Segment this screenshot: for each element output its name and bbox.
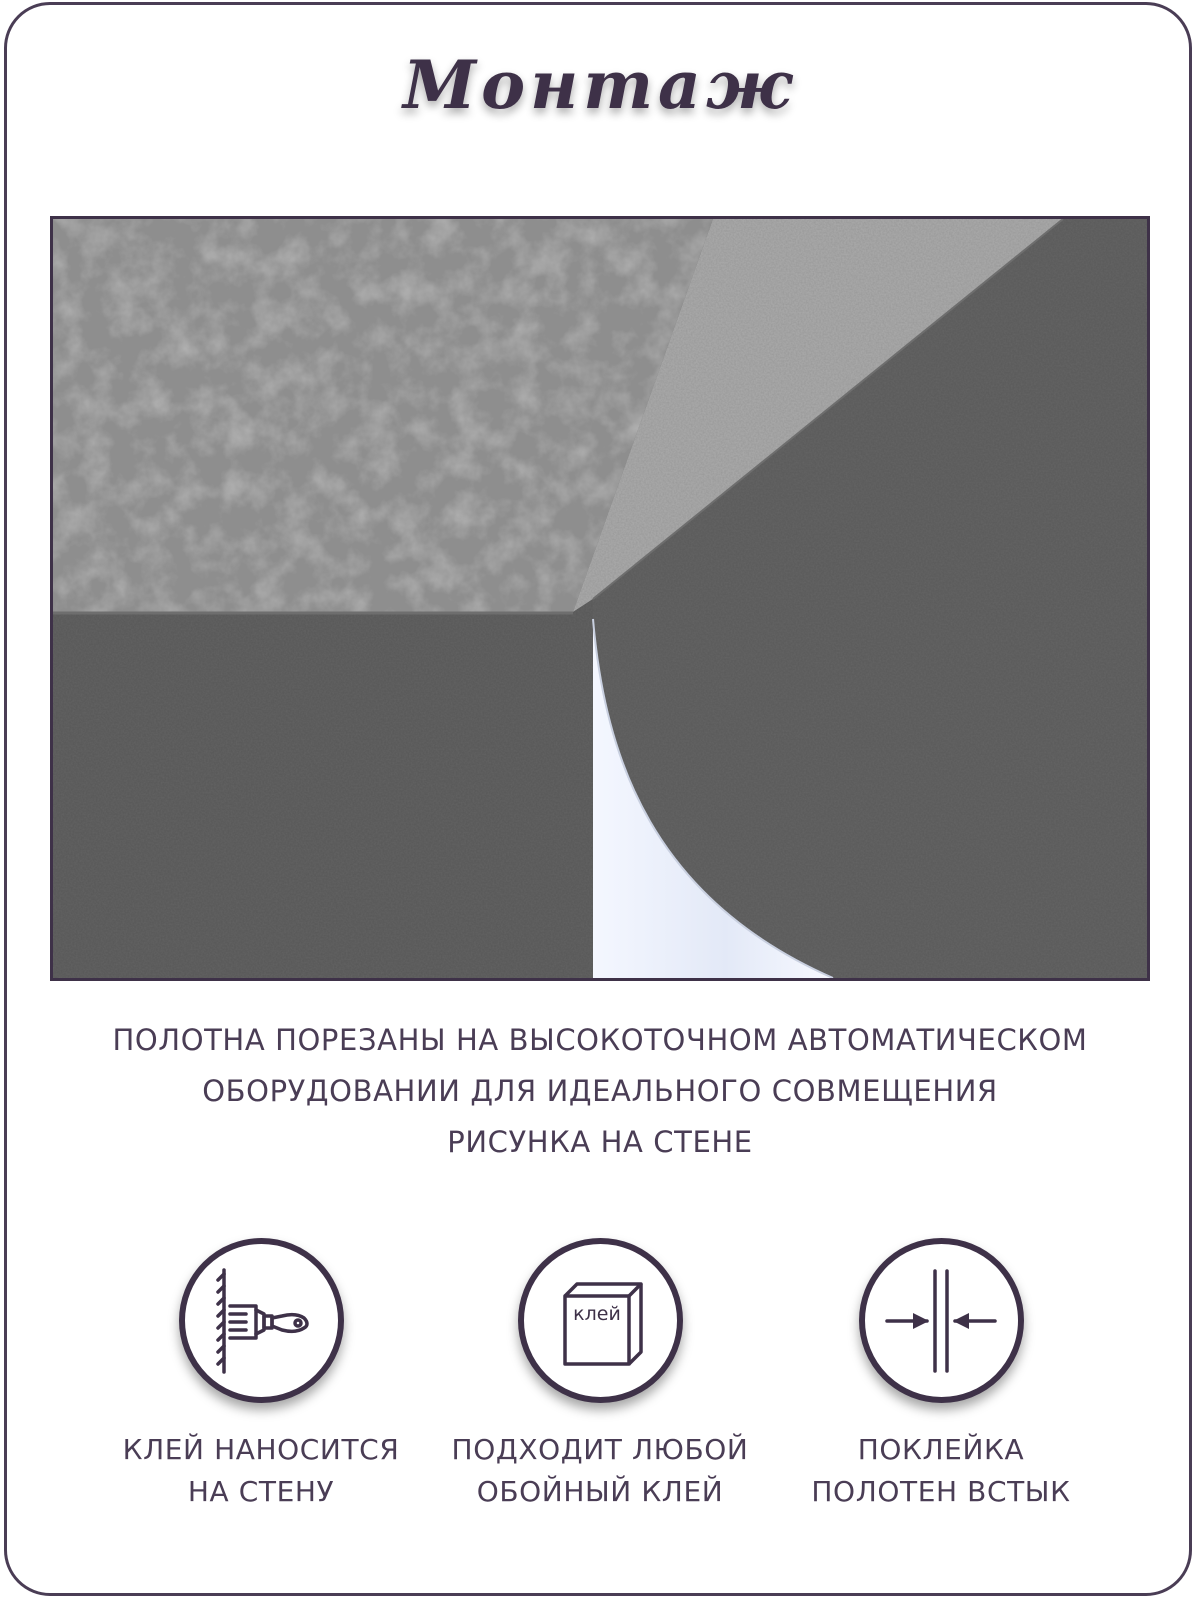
description-line: ОБОРУДОВАНИИ ДЛЯ ИДЕАЛЬНОГО СОВМЕЩЕНИЯ <box>202 1074 998 1108</box>
feature-label-line: КЛЕЙ НАНОСИТСЯ <box>122 1433 400 1466</box>
feature-icon-ring <box>518 1238 683 1403</box>
description <box>60 1015 1140 1168</box>
feature-label-line: ОБОЙНЫЙ КЛЕЙ <box>476 1475 724 1508</box>
paste-brush-wall-icon <box>206 1266 316 1376</box>
feature-icon-ring <box>859 1238 1024 1403</box>
feature-label <box>91 1429 431 1513</box>
page-title: Монтаж <box>403 46 797 124</box>
feature-label <box>430 1429 770 1513</box>
description-line: РИСУНКА НА СТЕНЕ <box>447 1125 753 1159</box>
butt-joint-icon <box>881 1261 1001 1381</box>
glue-box-icon <box>545 1266 655 1376</box>
feature-label <box>771 1429 1111 1513</box>
feature-any-glue <box>430 1238 770 1513</box>
description-line: ПОЛОТНА ПОРЕЗАНЫ НА ВЫСОКОТОЧНОМ АВТОМАТИЧЕСКОМ <box>112 1023 1088 1057</box>
feature-glue-on-wall <box>91 1238 431 1513</box>
feature-label-line: ПОКЛЕЙКА <box>857 1433 1025 1466</box>
glue-box-label: клей <box>573 1302 621 1325</box>
feature-butt-joint <box>771 1238 1111 1513</box>
feature-label-line: НА СТЕНУ <box>187 1475 335 1508</box>
installation-photo <box>50 216 1150 981</box>
feature-label-line: ПОДХОДИТ ЛЮБОЙ <box>451 1433 749 1466</box>
feature-icon-ring <box>179 1238 344 1403</box>
feature-label-line: ПОЛОТЕН ВСТЫК <box>811 1475 1071 1508</box>
